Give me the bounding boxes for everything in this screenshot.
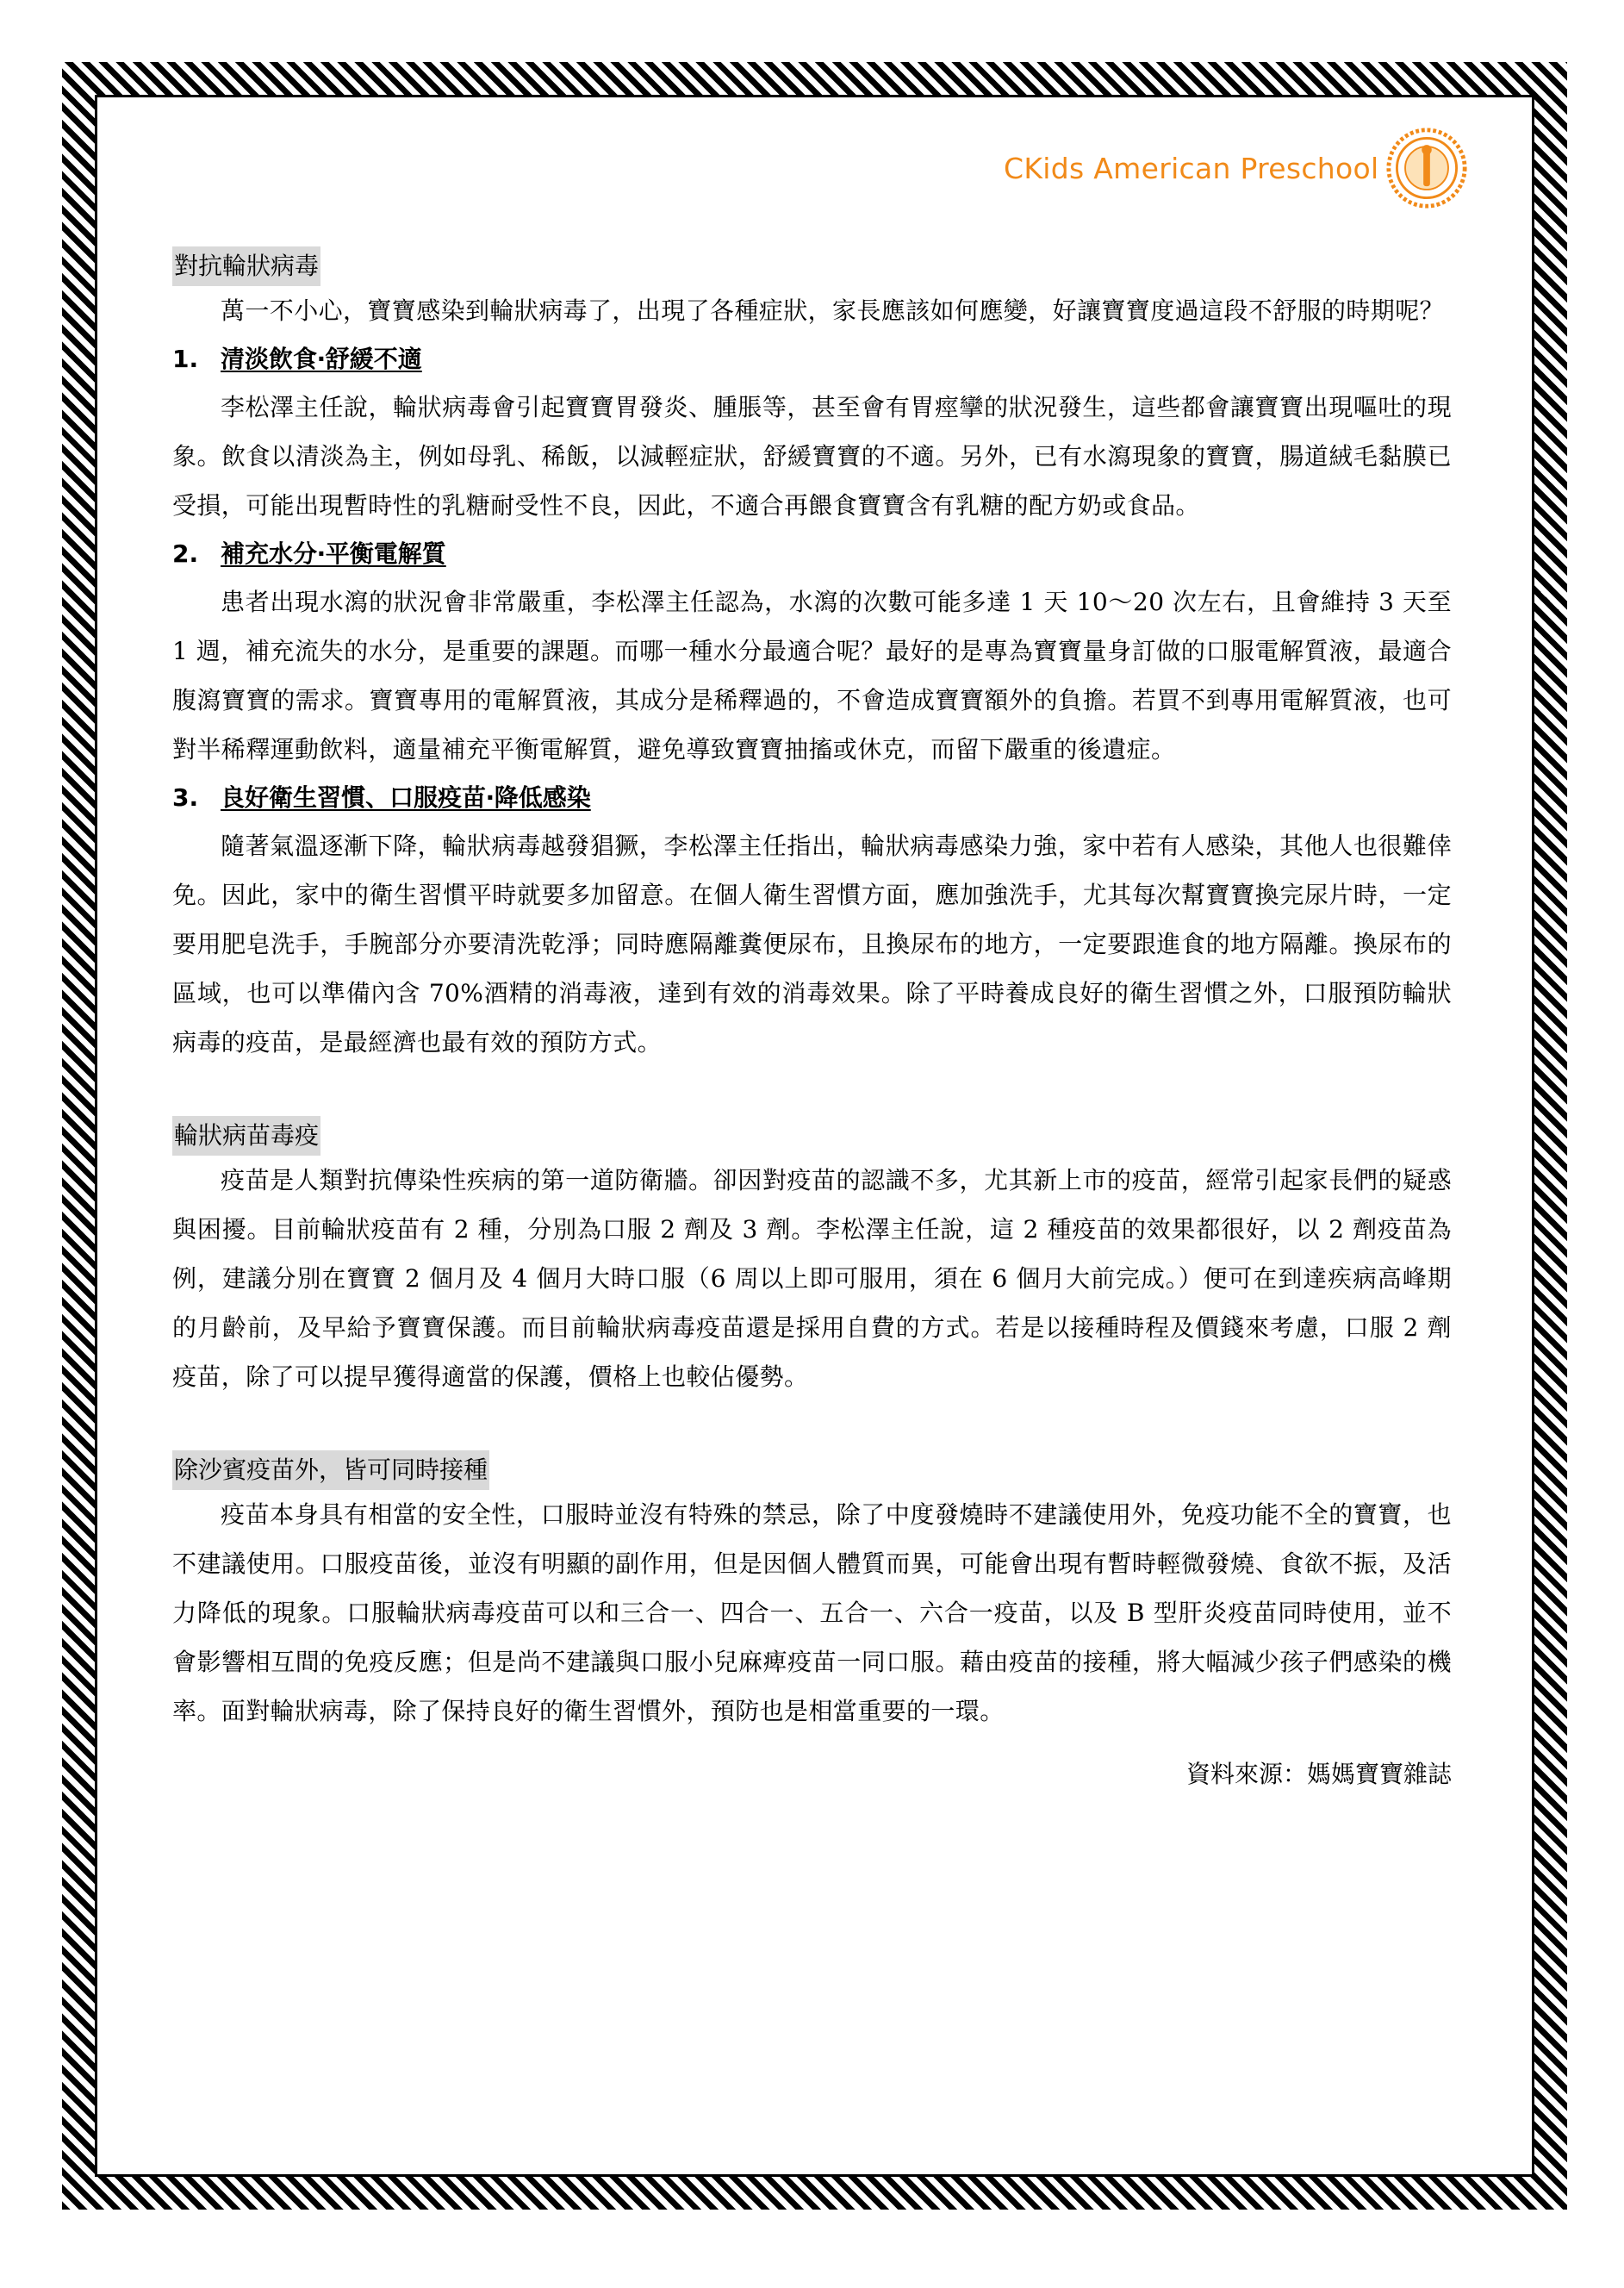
document-body	[172, 246, 1452, 1796]
source-citation: 資料來源：媽媽寶寶雜誌	[1185, 1760, 1452, 1788]
section-heading-rotavirus: 對抗輪狀病毒	[172, 246, 320, 286]
list-item-paragraph: 隨著氣溫逐漸下降，輪狀病毒越發猖獗，李松澤主任指出，輪狀病毒感染力強，家中若有人感染，其他人也很難倖免。因此，家中的衛生習慣平時就要多加留意。在個人衛生習慣方面，應加強洗手，尤其每次幫寶寶換完尿片時，一定要用肥皂洗手，手腕部分亦要清洗乾淨；同時應隔離糞便尿布，且換尿布的地方，一定要跟進食的地方隔離。換尿布的區域，也可以準備內含 70%酒精的消毒液，達到有效的消毒效果。除了平時養成良好的衛生習慣之外，口服預防輪狀病毒的疫苗，是最經濟也最有效的預防方式。	[172, 832, 1452, 1057]
list-item-heading: 良好衛生習慣、口服疫苗‧降低感染	[221, 783, 591, 812]
logo-text: CKids American Preschool	[1004, 151, 1379, 185]
list-item-paragraph: 李松澤主任說，輪狀病毒會引起寶寶胃發炎、腫脹等，甚至會有胃痙攣的狀況發生，這些都會讓寶寶出現嘔吐的現象。飲食以清淡為主，例如母乳、稀飯，以減輕症狀，舒緩寶寶的不適。另外，已有水瀉現象的寶寶，腸道絨毛黏膜已受損，可能出現暫時性的乳糖耐受性不良，因此，不適合再餵食寶寶含有乳糖的配方奶或食品。	[172, 393, 1452, 520]
section-heading-vaccine: 輪狀病苗毒疫	[172, 1116, 320, 1156]
list-item-title	[172, 335, 1452, 383]
list-item-number: 2.	[172, 539, 199, 568]
simultaneous-paragraph: 疫苗本身具有相當的安全性，口服時並沒有特殊的禁忌，除了中度發燒時不建議使用外，免疫功能不全的寶寶，也不建議使用。口服疫苗後，並沒有明顯的副作用，但是因個人體質而異，可能會出現有暫時輕微發燒、食欲不振，及活力降低的現象。口服輪狀病毒疫苗可以和三合一、四合一、五合一、六合一疫苗，以及 B 型肝炎疫苗同時使用，並不會影響相互間的免疫反應；但是尚不建議與口服小兒麻痺疫苗一同口服。藉由疫苗的接種，將大幅減少孩子們感染的機率。面對輪狀病毒，除了保持良好的衛生習慣外，預防也是相當重要的一環。	[172, 1500, 1452, 1725]
list-item-heading: 清淡飲食‧舒緩不適	[221, 345, 422, 373]
list-item-number: 1.	[172, 345, 199, 373]
list-item-title	[172, 774, 1452, 821]
sun-seal-icon	[1385, 127, 1468, 209]
list-item-number: 3.	[172, 783, 199, 812]
school-logo	[1004, 121, 1468, 215]
list-item-title	[172, 530, 1452, 577]
section-heading-simultaneous: 除沙賓疫苗外，皆可同時接種	[172, 1450, 489, 1490]
list-item-paragraph: 患者出現水瀉的狀況會非常嚴重，李松澤主任認為，水瀉的次數可能多達 1 天 10～20 次左右，且會維持 3 天至 1 週，補充流失的水分，是重要的課題。而哪一種水分最適合呢？最好的是專為寶寶量身訂做的口服電解質液，最適合腹瀉寶寶的需求。寶寶專用的電解質液，其成分是稀釋過的，不會造成寶寶額外的負擔。若買不到專用電解質液，也可對半稀釋運動飲料，適量補充平衡電解質，避免導致寶寶抽搐或休克，而留下嚴重的後遺症。	[172, 588, 1452, 764]
intro-paragraph: 萬一不小心，寶寶感染到輪狀病毒了，出現了各種症狀，家長應該如何應變，好讓寶寶度過這段不舒服的時期呢？	[221, 296, 1445, 325]
list-item-heading: 補充水分‧平衡電解質	[221, 539, 446, 568]
vaccine-paragraph: 疫苗是人類對抗傳染性疾病的第一道防衛牆。卻因對疫苗的認識不多，尤其新上市的疫苗，經常引起家長們的疑惑與困擾。目前輪狀疫苗有 2 種，分別為口服 2 劑及 3 劑。李松澤主任說，這 2 種疫苗的效果都很好，以 2 劑疫苗為例，建議分別在寶寶 2 個月及 4 個月大時口服（6 周以上即可服用，須在 6 個月大前完成。）便可在到達疾病高峰期的月齡前，及早給予寶寶保護。而目前輪狀病毒疫苗還是採用自費的方式。若是以接種時程及價錢來考慮，口服 2 劑疫苗，除了可以提早獲得適當的保護，價格上也較佔優勢。	[172, 1166, 1452, 1391]
